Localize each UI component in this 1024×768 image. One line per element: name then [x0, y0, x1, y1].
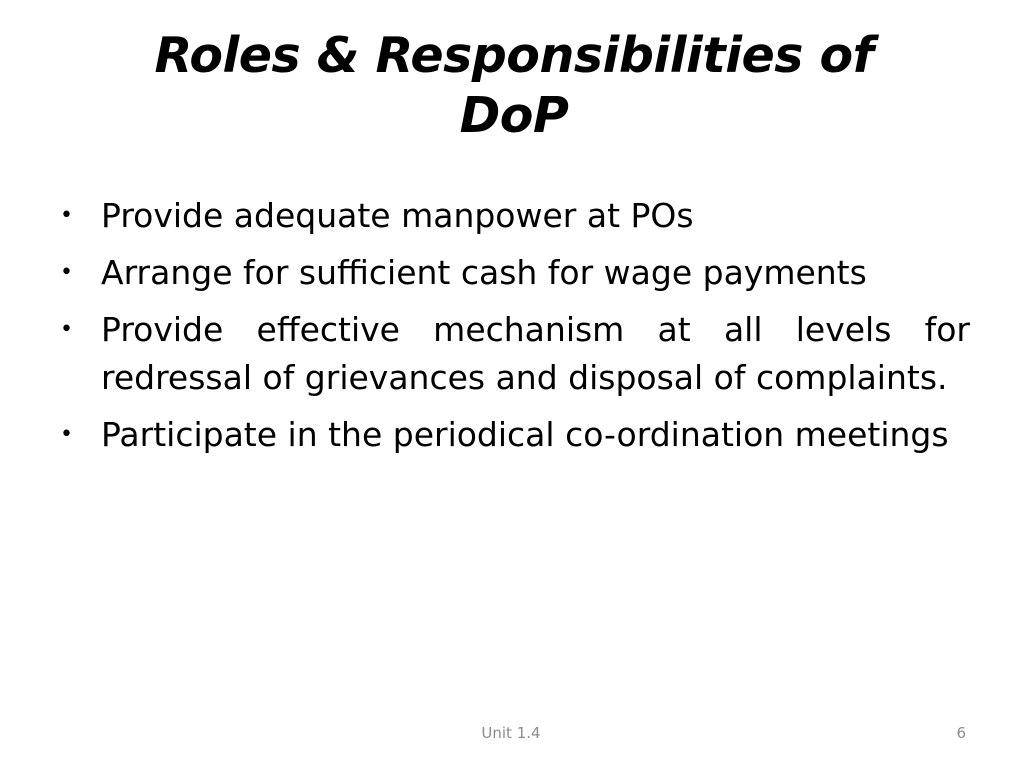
slide-title: [56, 26, 972, 146]
bullet-dot-icon: •: [60, 203, 73, 228]
bullet-item-manpower: [56, 192, 970, 240]
bullet-dot-icon: •: [60, 317, 73, 342]
bullet-item-meetings: [56, 411, 970, 459]
bullet-text: Provide effective mechanism at all levels for redressal of grievances and disposal of complaints.: [101, 310, 970, 397]
bullet-dot-icon: •: [60, 260, 73, 285]
bullet-text: Arrange for sufficient cash for wage payments: [101, 253, 867, 292]
bullet-text: Provide adequate manpower at POs: [101, 196, 694, 235]
bullet-item-cash: [56, 249, 970, 297]
bullet-text: Participate in the periodical co-ordination meetings: [101, 415, 949, 454]
slide-title-line-2: DoP: [459, 87, 569, 144]
bullet-dot-icon: •: [60, 422, 73, 447]
slide-footer: Unit 1.4: [481, 724, 541, 742]
slide-title-line-1: Roles & Responsibilities of: [154, 27, 874, 84]
page-number: 6: [956, 724, 966, 742]
bullet-list: [56, 192, 970, 468]
bullet-item-grievances: [56, 306, 970, 402]
